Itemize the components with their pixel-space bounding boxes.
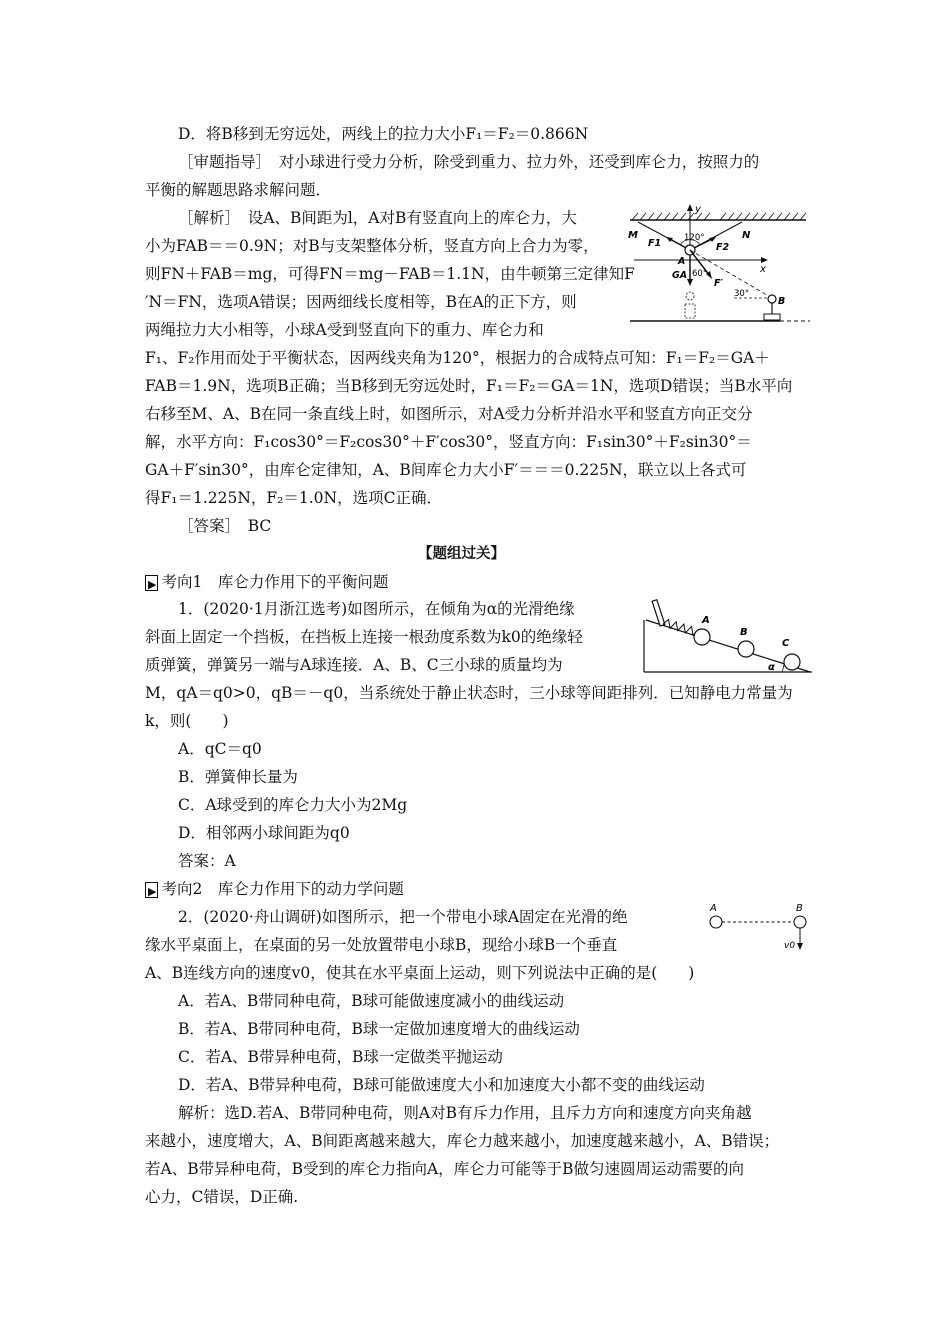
q1-answer: 答案：A — [178, 852, 236, 870]
q2-analysis-line: 心力，C错误，D正确. — [145, 1188, 299, 1206]
q1-line: 1．(2020·1月浙江选考)如图所示，在倾角为α的光滑绝缘 — [178, 600, 575, 618]
analysis-answer: ［答案］ BC — [178, 517, 272, 535]
q1-option-a: A．qC＝q0 — [178, 740, 262, 758]
analysis-line: 解，水平方向：F₁cos30°＝F₂cos30°＋F′cos30°，竖直方向：F₁sin30°＋F₂sin30°＝ — [145, 433, 752, 451]
q2-option-b: B．若A、B带同种电荷，B球一定做加速度增大的曲线运动 — [178, 1020, 580, 1038]
label-B: B — [778, 296, 786, 307]
label-60: 60° — [692, 269, 708, 279]
q1-line: 质弹簧，弹簧另一端与A球连接．A、B、C三小球的质量均为 — [145, 656, 563, 674]
q2-analysis-line: 来越小，速度增大，A、B间距离越来越大，库仑力越来越小，加速度越来越小，A、B错误； — [145, 1132, 780, 1150]
section-title: 【题组过关】 — [418, 546, 505, 562]
q2-line: 2．(2020·舟山调研)如图所示，把一个带电小球A固定在光滑的绝 — [178, 908, 628, 926]
label-M: M — [628, 230, 638, 241]
q1-line: 斜面上固定一个挡板，在挡板上连接一根劲度系数为k0的绝缘轻 — [145, 628, 583, 646]
direction-1: ▶ 考向1 库仑力作用下的平衡问题 — [145, 572, 388, 592]
guide-line-1: ［审题指导］ 对小球进行受力分析，除受到重力、拉力外，还受到库仑力，按照力的 — [178, 153, 760, 171]
q2-analysis-line: 解析：选D.若A、B带同种电荷，则A对B有斥力作用，且斥力方向和速度方向夹角越 — [178, 1104, 752, 1122]
q2-option-a: A．若A、B带同种电荷，B球可能做速度减小的曲线运动 — [178, 992, 565, 1010]
label-alpha: α — [768, 662, 775, 673]
label-C: C — [782, 638, 790, 649]
label-B: B — [740, 627, 748, 638]
q1-option-c: C．A球受到的库仑力大小为2Mg — [178, 796, 408, 814]
q2-option-c: C．若A、B带异种电荷，B球一定做类平抛运动 — [178, 1048, 503, 1066]
label-30: 30° — [734, 289, 750, 299]
analysis-line: GA＋F′sin30°，由库仑定律知，A、B间库仑力大小F′＝＝＝0.225N，联立以上各式可 — [145, 461, 747, 479]
q1-line: k，则( ) — [145, 712, 229, 730]
label-F1: F1 — [648, 238, 662, 249]
analysis-line: FAB＝1.9N，选项B正确；当B移到无穷远处时，F₁＝F₂＝GA＝1N，选项D错误；当B水平向 — [145, 377, 793, 395]
label-F2: F2 — [716, 242, 730, 253]
analysis-line: ′N＝FN，选项A错误；因两细线长度相等，B在A的正下方，则 — [145, 293, 577, 311]
q2-line: 缘水平桌面上，在桌面的另一处放置带电小球B，现给小球B一个垂直 — [145, 936, 618, 954]
analysis-line: 小为FAB＝＝0.9N；对B与支架整体分析，竖直方向上合力为零， — [145, 237, 599, 255]
q2-line: A、B连线方向的速度v0，使其在水平桌面上运动，则下列说法中正确的是( ) — [145, 964, 695, 982]
label-v0: v0 — [784, 941, 796, 951]
label-120: 120° — [684, 233, 705, 243]
analysis-line: 右移至M、A、B在同一条直线上时，如图所示，对A受力分析并沿水平和竖直方向正交分 — [145, 405, 753, 423]
guide-line-2: 平衡的解题思路求解问题． — [145, 181, 332, 199]
incline-figure — [640, 594, 816, 674]
play-icon: ▶ — [145, 575, 158, 591]
label-A: A — [710, 903, 717, 914]
analysis-line: 得F₁＝1.225N，F₂＝1.0N，选项C正确． — [145, 489, 442, 507]
analysis-line: ［解析］ 设A、B间距为l，A对B有竖直向上的库仑力，大 — [178, 209, 577, 227]
label-y: y — [695, 204, 701, 215]
label-x: x — [760, 264, 766, 275]
analysis-line: 则FN＋FAB＝mg，可得FN＝mg－FAB＝1.1N，由牛顿第三定律知F — [145, 265, 635, 283]
direction-2: ▶ 考向2 库仑力作用下的动力学问题 — [145, 879, 404, 899]
analysis-line: F₁、F₂作用而处于平衡状态，因两线夹角为120°，根据力的合成特点可知：F₁＝F₂＝GA＋ — [145, 349, 770, 367]
q1-line: M，qA＝q0>0，qB＝－q0，当系统处于静止状态时，三小球等间距排列．已知静电力常量为 — [145, 684, 793, 702]
force-diagram-figure — [624, 200, 814, 332]
label-N: N — [742, 230, 751, 241]
q1-option-d: D．相邻两小球间距为q0 — [178, 824, 350, 842]
play-icon: ▶ — [145, 882, 158, 898]
q2-option-d: D．若A、B带异种电荷，B球可能做速度大小和加速度大小都不变的曲线运动 — [178, 1076, 705, 1094]
label-Fprime: F′ — [714, 278, 723, 289]
label-GA: GA — [672, 270, 688, 281]
label-A: A — [678, 256, 686, 267]
label-A: A — [702, 615, 710, 626]
label-B: B — [796, 903, 803, 914]
ab-velocity-figure — [704, 898, 814, 954]
analysis-line: 两绳拉力大小相等，小球A受到竖直向下的重力、库仑力和 — [145, 321, 544, 339]
prev-option-d: D．将B移到无穷远处，两线上的拉力大小F₁＝F₂＝0.866N — [178, 125, 589, 143]
q2-analysis-line: 若A、B带异种电荷，B受到的库仑力指向A，库仑力可能等于B做匀速圆周运动需要的向 — [145, 1160, 745, 1178]
q1-option-b: B．弹簧伸长量为 — [178, 768, 298, 786]
